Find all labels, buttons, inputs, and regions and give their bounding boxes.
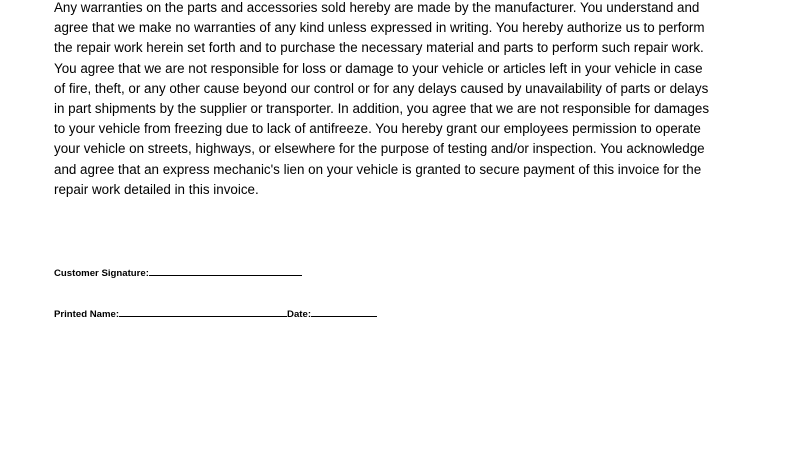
printed-name-label: Printed Name: (54, 309, 120, 320)
terms-line: You agree that we are not responsible for loss or damage to your vehicle or articles left in your vehicle in case (54, 60, 703, 76)
terms-paragraph (54, 0, 744, 200)
date-line (311, 306, 377, 317)
customer-signature-row (54, 265, 302, 279)
customer-signature-label: Customer Signature: (54, 268, 149, 279)
terms-line: Any warranties on the parts and accessories sold hereby are made by the manufacturer. You understand and (54, 0, 700, 15)
printed-name-line (119, 306, 287, 317)
terms-line: in part shipments by the supplier or transporter. In addition, you agree that we are not responsible for damages (54, 101, 710, 117)
printed-name-row (54, 306, 377, 320)
terms-line: and agree that an express mechanic's lien on your vehicle is granted to secure payment of this invoice for the (54, 161, 702, 177)
customer-signature-line (149, 265, 302, 276)
date-label: Date: (287, 309, 312, 320)
terms-line: the repair work herein set forth and to purchase the necessary material and parts to perform such repair work. (54, 40, 704, 56)
terms-line: to your vehicle from freezing due to lack of antifreeze. You hereby grant our employees permission to operate (54, 121, 701, 137)
terms-line: of fire, theft, or any other cause beyond our control or for any delays caused by unavailability of parts or delays (54, 80, 709, 96)
terms-line: your vehicle on streets, highways, or elsewhere for the purpose of testing and/or inspection. You acknowledge (54, 141, 705, 157)
terms-line: agree that we make no warranties of any kind unless expressed in writing. You hereby authorize us to perform (54, 20, 705, 36)
terms-line: repair work detailed in this invoice. (54, 181, 259, 197)
